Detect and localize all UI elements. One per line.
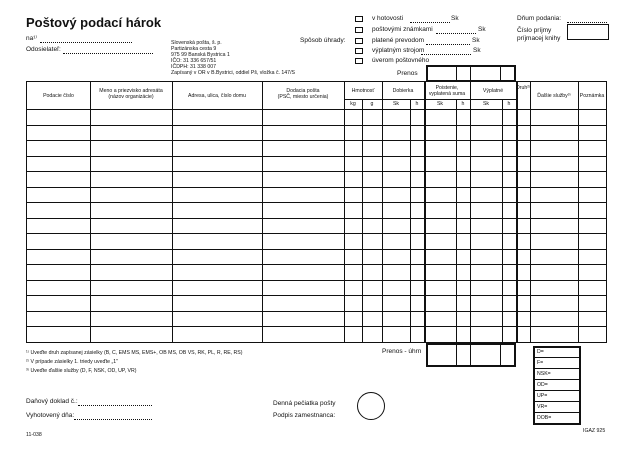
table-row-line [27, 125, 606, 126]
column-divider [344, 82, 345, 342]
cislo-knihy-label: Číslo príjmy príjmacej knihy [517, 27, 561, 42]
table-row-line [27, 264, 606, 265]
column-divider [90, 82, 91, 342]
legend-divider [534, 401, 580, 402]
column-divider [410, 99, 411, 342]
col-header-dobierka: Dobierka [392, 88, 414, 94]
legend-item: D= [537, 349, 544, 355]
column-divider [172, 82, 173, 342]
legend-divider [534, 357, 580, 358]
na-field[interactable] [40, 42, 132, 43]
sender-line: IČDPH: 31 338 007 [171, 64, 216, 70]
form-title: Poštový podací hárok [26, 15, 162, 30]
col-header-dalsie-sluzby: Ďalšie služby³⁾ [537, 93, 571, 99]
sub-header-h: h [507, 101, 511, 107]
table-row-line [27, 171, 606, 172]
main-table [26, 81, 607, 343]
divider [500, 343, 501, 367]
col-header-meno: Meno a priezvisko adresáta (názov organizácie) [99, 88, 163, 100]
sender-line: 975 99 Banská Bystrica 1 [171, 52, 230, 58]
den-podania-label: Dňum podania: [517, 15, 562, 22]
divider [456, 343, 457, 367]
column-divider [516, 82, 518, 342]
table-row-line [27, 156, 606, 157]
sub-header-sk: Sk [482, 101, 490, 107]
sub-header-kg: kg [350, 101, 356, 107]
prenos-box[interactable] [426, 65, 516, 82]
payment-checkbox[interactable] [355, 58, 363, 64]
cislo-knihy-box[interactable] [567, 24, 609, 40]
prenos-uhrn-box[interactable] [426, 343, 516, 367]
sub-header-sk: Sk [436, 101, 444, 107]
sender-line: Zapísaný v OR v B.Bystrici, oddiel Pš, vložka č. 147/S [171, 70, 295, 76]
payment-option-label: výplatným strojom [372, 47, 425, 54]
danovy-doklad-label: Daňový doklad č.: [26, 398, 78, 405]
table-row-line [27, 295, 606, 296]
den-podania-field[interactable] [567, 22, 607, 23]
prenos-uhrn-label: Prenos - úhrn [382, 348, 422, 355]
legend-item: F= [537, 360, 544, 366]
column-divider [424, 82, 426, 342]
column-divider [530, 82, 531, 342]
legend-item: UP= [537, 393, 548, 399]
sender-line: IČO: 31 336 657/51 [171, 58, 217, 64]
divider [470, 343, 471, 367]
footnote: ³⁾ Uveďte ďalšie služby (D, F, NSK, OD, UP, VR) [26, 368, 137, 374]
dotted-line [410, 22, 450, 23]
table-row-line [27, 233, 606, 234]
column-divider [456, 99, 457, 342]
header-subline [344, 99, 516, 100]
payment-option-label: platené prevodom [372, 37, 425, 44]
legend-item: DOB= [537, 415, 552, 421]
sub-header-h: h [415, 101, 419, 107]
column-divider [382, 82, 383, 342]
podpis-label: Podpis zamestnanca: [273, 412, 336, 419]
divider [500, 65, 501, 82]
dotted-line [426, 44, 470, 45]
odosielatel-field[interactable] [63, 53, 153, 54]
payment-suffix: Sk [451, 15, 459, 22]
footnote: ²⁾ V prípade zásielky 1. triedy uveďte „1" [26, 359, 118, 365]
payment-checkbox[interactable] [355, 16, 363, 22]
sender-line: Slovenská pošta, š. p. [171, 40, 222, 46]
payment-suffix: Sk [472, 37, 480, 44]
sub-header-g: g [370, 101, 374, 107]
denna-peciatka-label: Denná pečiatka pošty [273, 400, 336, 407]
divider [470, 65, 471, 82]
table-row-line [27, 202, 606, 203]
payment-suffix: Sk [473, 47, 481, 54]
col-header-dodacia-posta: Dodacia pošta (PSČ, miesto určenia) [277, 88, 329, 100]
payment-checkbox[interactable] [355, 38, 363, 44]
vyhotoveny-label: Vyhotovený dňa: [26, 412, 75, 419]
col-header-poistenie: Poistenie, vyplatená suma [428, 85, 466, 97]
payment-option-label: poštovými známkami [372, 26, 433, 33]
column-divider [262, 82, 263, 342]
danovy-doklad-field[interactable] [78, 405, 152, 406]
col-header-hmotnost: Hmotnosť [351, 88, 375, 94]
stamp-circle [357, 392, 385, 420]
table-row-line [27, 218, 606, 219]
col-header-poznamka: Poznámka [579, 93, 605, 99]
column-divider [362, 99, 363, 342]
prenos-label: Prenos [397, 70, 418, 77]
column-divider [578, 82, 579, 342]
table-row-line [27, 140, 606, 141]
table-row-line [27, 187, 606, 188]
col-header-podacie-cislo: Podacie číslo [43, 93, 74, 99]
col-header-druh: Druh²⁾ [516, 85, 531, 91]
dotted-line [436, 33, 476, 34]
legend-item: VR= [537, 404, 548, 410]
table-row-line [27, 280, 606, 281]
legend-divider [534, 368, 580, 369]
column-divider [470, 82, 471, 342]
payment-option-label: úverom poštovného [372, 57, 430, 64]
col-header-adresa: Adresa, ulica, číslo domu [188, 93, 246, 99]
legend-divider [534, 379, 580, 380]
sub-header-h: h [461, 101, 465, 107]
payment-checkbox[interactable] [355, 27, 363, 33]
vyhotoveny-field[interactable] [74, 419, 152, 420]
legend-item: OD= [537, 382, 548, 388]
column-divider [502, 99, 503, 342]
odosielatel-label: Odosielateľ: [26, 46, 61, 53]
table-row-line [27, 249, 606, 250]
payment-option-label: v hotovosti [372, 15, 404, 22]
sender-line: Partizánska cesta 9 [171, 46, 217, 52]
col-header-vyplatne: Výplatné [482, 88, 504, 94]
na-label: na¹⁾ [26, 35, 37, 42]
legend-divider [534, 412, 580, 413]
form-code-right: IGAZ 925 [583, 428, 606, 434]
payment-checkbox[interactable] [355, 48, 363, 54]
form-code-left: 11-038 [26, 432, 42, 438]
dotted-line [421, 54, 471, 55]
legend-item: NSK= [537, 371, 551, 377]
payment-suffix: Sk [478, 26, 486, 33]
divider [456, 65, 457, 82]
table-row-line [27, 326, 606, 327]
sub-header-sk: Sk [392, 101, 400, 107]
sposob-uhrady-label: Spôsob úhrady: [300, 37, 346, 44]
legend-divider [534, 390, 580, 391]
table-row-line [27, 311, 606, 312]
header-bottom-line [27, 109, 606, 110]
footnote: ¹⁾ Uveďte druh zapísanej zásielky (B, C, EMS MS, EMS+, OB MS, OB VS, RK, PL, R, RE, RS) [26, 350, 243, 356]
